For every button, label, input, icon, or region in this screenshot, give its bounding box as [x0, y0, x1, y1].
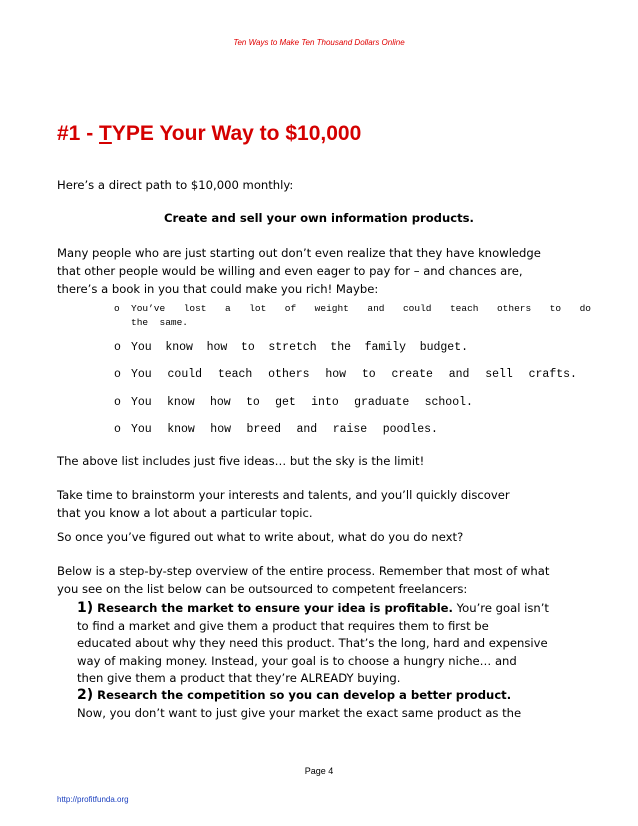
bullet-marker: o — [114, 341, 121, 354]
word: and — [296, 423, 318, 436]
page-number: Page 4 — [304, 766, 334, 776]
word: to — [549, 303, 562, 314]
word: You — [131, 341, 152, 354]
paragraph-sky-limit: The above list includes just five ideas… but the sky is the limit! — [57, 454, 425, 468]
step-line: then give them a product that they’re ALREADY buying. — [77, 671, 401, 685]
word: weight — [314, 303, 349, 314]
title-underlined-letter: T — [99, 122, 112, 145]
title-prefix: #1 - — [57, 122, 100, 145]
step-research-market — [77, 600, 597, 688]
step-heading-line — [77, 687, 597, 705]
page-title — [57, 122, 361, 146]
bullet-marker: o — [114, 396, 121, 409]
bullet-marker: o — [114, 423, 121, 436]
word: know — [167, 423, 195, 436]
paragraph-line: you see on the list below can be outsourced to competent freelancers: — [57, 582, 468, 596]
word: to — [245, 396, 260, 409]
bullet-marker: o — [114, 303, 120, 314]
word: graduate — [354, 396, 410, 409]
step-heading: Research the competition so you can develop a better product. — [93, 688, 512, 702]
word: know — [165, 341, 193, 354]
paragraph-line: that you know a lot about a particular topic. — [57, 506, 313, 520]
paragraph-line: Below is a step-by-step overview of the entire process. Remember that most of what — [57, 564, 550, 578]
word: raise — [332, 423, 368, 436]
step-heading-line — [77, 600, 597, 618]
step-text: You’re goal isn’t — [452, 601, 549, 615]
paragraph-next: So once you’ve figured out what to write about, what do you do next? — [57, 530, 464, 544]
word: a — [225, 303, 231, 314]
word: crafts. — [528, 368, 577, 381]
running-header: Ten Ways to Make Ten Thousand Dollars Online — [233, 38, 405, 47]
key-statement: Create and sell your own information products. — [164, 211, 474, 225]
word: to — [361, 368, 376, 381]
word: how — [209, 396, 231, 409]
paragraph-line: Take time to brainstorm your interests and talents, and you’ll quickly discover — [57, 488, 510, 502]
bullet-text-line — [131, 423, 438, 436]
bullet-text-line — [131, 341, 468, 354]
word: You — [131, 396, 152, 409]
word: know — [167, 396, 195, 409]
word: others — [496, 303, 532, 314]
step-number: 1) — [77, 600, 94, 616]
word: others — [268, 368, 310, 381]
word: lot — [249, 303, 267, 314]
word: budget. — [419, 341, 468, 354]
word: stretch — [268, 341, 317, 354]
word: lost — [183, 303, 207, 314]
word: get — [275, 396, 296, 409]
word: how — [210, 423, 232, 436]
step-line: Now, you don’t want to just give your market the exact same product as the — [77, 705, 522, 720]
word: family — [364, 341, 407, 354]
word: teach — [449, 303, 479, 314]
paragraph-overview — [57, 562, 597, 598]
step-number: 2) — [77, 687, 94, 703]
bullet-text-line — [131, 396, 473, 409]
word: could — [167, 368, 203, 381]
word: You — [131, 368, 152, 381]
step-line: way of making money. Instead, your goal is to choose a hungry niche… and — [77, 653, 517, 668]
title-rest: YPE Your Way to $10,000 — [111, 122, 362, 145]
word: school. — [424, 396, 473, 409]
word: how — [325, 368, 347, 381]
word: and — [448, 368, 470, 381]
word: into — [311, 396, 339, 409]
word: You — [131, 423, 152, 436]
word: of — [284, 303, 297, 314]
paragraph-line: that other people would be willing and even eager to pay for – and chances are, — [57, 264, 523, 278]
step-research-competition — [77, 687, 597, 722]
word: the — [330, 341, 352, 354]
intro-paragraph: Here’s a direct path to $10,000 monthly: — [57, 178, 294, 192]
paragraph-knowledge — [57, 244, 597, 298]
word: sell — [485, 368, 513, 381]
paragraph-line: there’s a book in you that could make you rich! Maybe: — [57, 282, 379, 296]
word: how — [206, 341, 228, 354]
word: teach — [217, 368, 253, 381]
word: create — [391, 368, 433, 381]
step-line: educated about why they need this product. That’s the long, hard and expensive — [77, 636, 548, 650]
word: breed — [246, 423, 282, 436]
footer-link[interactable]: http://profitfunda.org — [57, 795, 129, 804]
paragraph-brainstorm — [57, 486, 597, 522]
word: could — [402, 303, 432, 314]
word: to — [240, 341, 255, 354]
word: and — [367, 303, 385, 314]
word: poodles. — [382, 423, 438, 436]
word: You’ve — [131, 303, 166, 314]
bullet-marker: o — [114, 368, 121, 381]
step-heading: Research the market to ensure your idea is profitable. — [93, 601, 453, 615]
bullet-text-line — [131, 368, 577, 381]
word: do — [579, 303, 591, 314]
step-line: to find a market and give them a product that requires them to first be — [77, 618, 489, 633]
bullet-text-line — [131, 302, 591, 315]
bullet-text-line: the same. — [131, 317, 189, 328]
paragraph-line: Many people who are just starting out don’t even realize that they have knowledge — [57, 246, 541, 260]
